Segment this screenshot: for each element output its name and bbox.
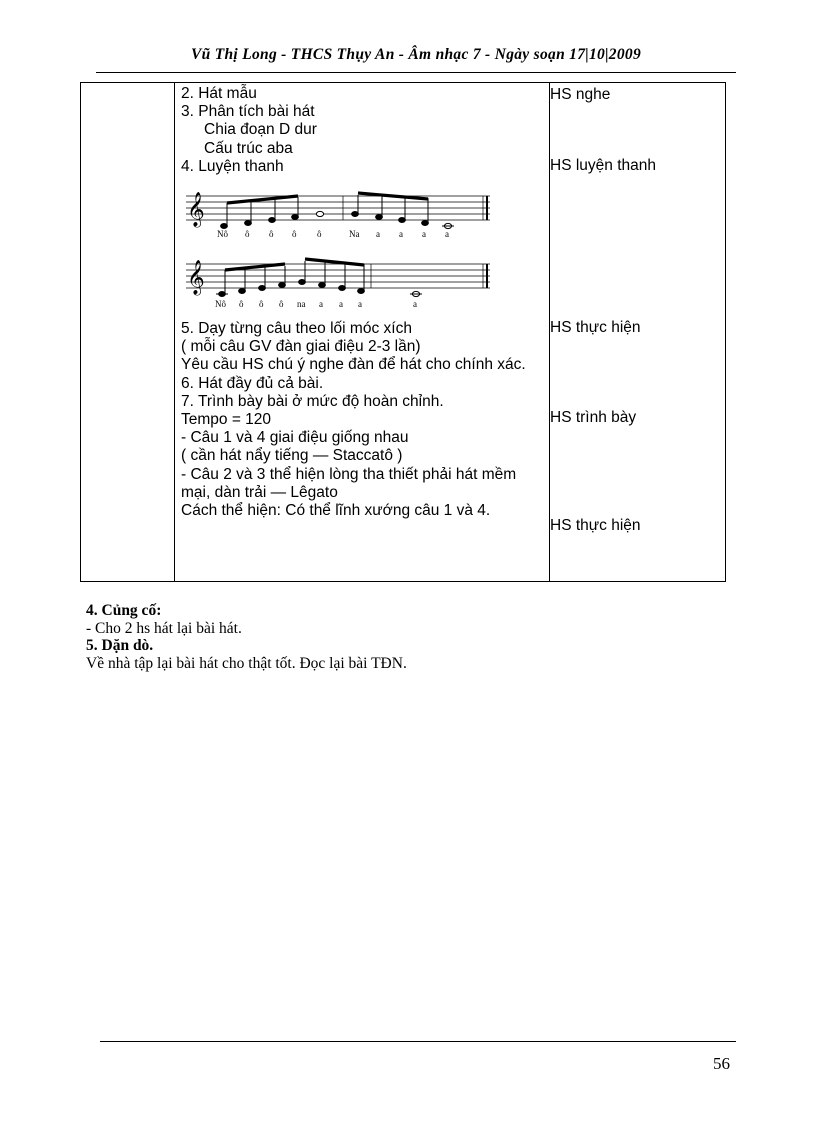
closing-section — [86, 602, 407, 672]
analysis-form: Cấu trúc aba — [204, 139, 293, 157]
header-rule — [96, 72, 736, 73]
page-header: Vũ Thị Long - THCS Thụy An - Âm nhạc 7 - Ngày soạn 17|10|2009 — [191, 46, 641, 63]
student-response: HS luyện thanh — [550, 157, 656, 174]
vocalise-staff-1 — [184, 190, 494, 240]
student-response: HS nghe — [550, 86, 611, 103]
syllable: a — [445, 229, 449, 240]
step-listen-request: Yêu cầu HS chú ý nghe đàn để hát cho chính xác. — [181, 356, 526, 374]
syllable: ô — [317, 229, 322, 240]
step-teach-phrases: 5. Dạy từng câu theo lối móc xích — [181, 320, 412, 338]
teacher-activity-cell — [175, 83, 550, 582]
consolidation-text: - Cho 2 hs hát lại bài hát. — [86, 619, 242, 637]
syllable: ô — [259, 299, 264, 310]
syllable: Na — [349, 229, 360, 240]
consolidation-heading: 4. Củng cố: — [86, 602, 162, 619]
vocalise-staff-2 — [184, 256, 494, 310]
syllable: Nô — [217, 229, 228, 240]
syllable: a — [319, 299, 323, 310]
analysis-key: Chia đoạn D dur — [204, 121, 317, 139]
page-number: 56 — [713, 1054, 730, 1073]
treble-clef-icon: 𝄞 — [187, 260, 205, 296]
step-performance: 7. Trình bày bài ở mức độ hoàn chỉnh. — [181, 392, 444, 410]
phrase-1-4: - Câu 1 và 4 giai điệu giống nhau — [181, 429, 409, 447]
syllable: a — [358, 299, 362, 310]
syllable: ô — [279, 299, 284, 310]
performance-method: Cách thể hiện: Có thể lĩnh xướng câu 1 và 4. — [181, 502, 491, 520]
syllable: Nô — [215, 299, 226, 310]
syllable: ô — [239, 299, 244, 310]
student-response: HS thực hiện — [550, 517, 641, 534]
syllable: a — [339, 299, 343, 310]
step-vocal-warmup: 4. Luyện thanh — [181, 157, 284, 175]
syllable: ô — [292, 229, 297, 240]
syllable: a — [399, 229, 403, 240]
tempo: Tempo = 120 — [181, 411, 272, 429]
staccato-note: ( cần hát nẩy tiếng — Staccatô ) — [181, 447, 403, 465]
student-response: HS thực hiện — [550, 319, 641, 336]
homework-text: Về nhà tập lại bài hát cho thật tốt. Đọc lại bài TĐN. — [86, 654, 407, 672]
syllable: a — [376, 229, 380, 240]
treble-clef-icon: 𝄞 — [187, 192, 205, 228]
step-full-song: 6. Hát đầy đủ cả bài. — [181, 374, 324, 392]
step-sing-sample: 2. Hát mẫu — [181, 85, 257, 102]
syllable: ô — [245, 229, 250, 240]
syllable: a — [413, 299, 417, 310]
homework-heading: 5. Dặn dò. — [86, 637, 154, 654]
syllable: na — [297, 299, 306, 310]
syllable: a — [422, 229, 426, 240]
footer-rule — [100, 1041, 736, 1042]
syllable: ô — [269, 229, 274, 240]
student-response: HS trình bày — [550, 409, 637, 426]
legato-note: - Câu 2 và 3 thể hiện lòng tha thiết phải hát mềm mại, dàn trải — Lêgato — [181, 465, 517, 501]
step-teach-note: ( mỗi câu GV đàn giai điệu 2-3 lần) — [181, 338, 421, 356]
step-analysis: 3. Phân tích bài hát — [181, 103, 315, 121]
empty-cell — [81, 83, 175, 582]
